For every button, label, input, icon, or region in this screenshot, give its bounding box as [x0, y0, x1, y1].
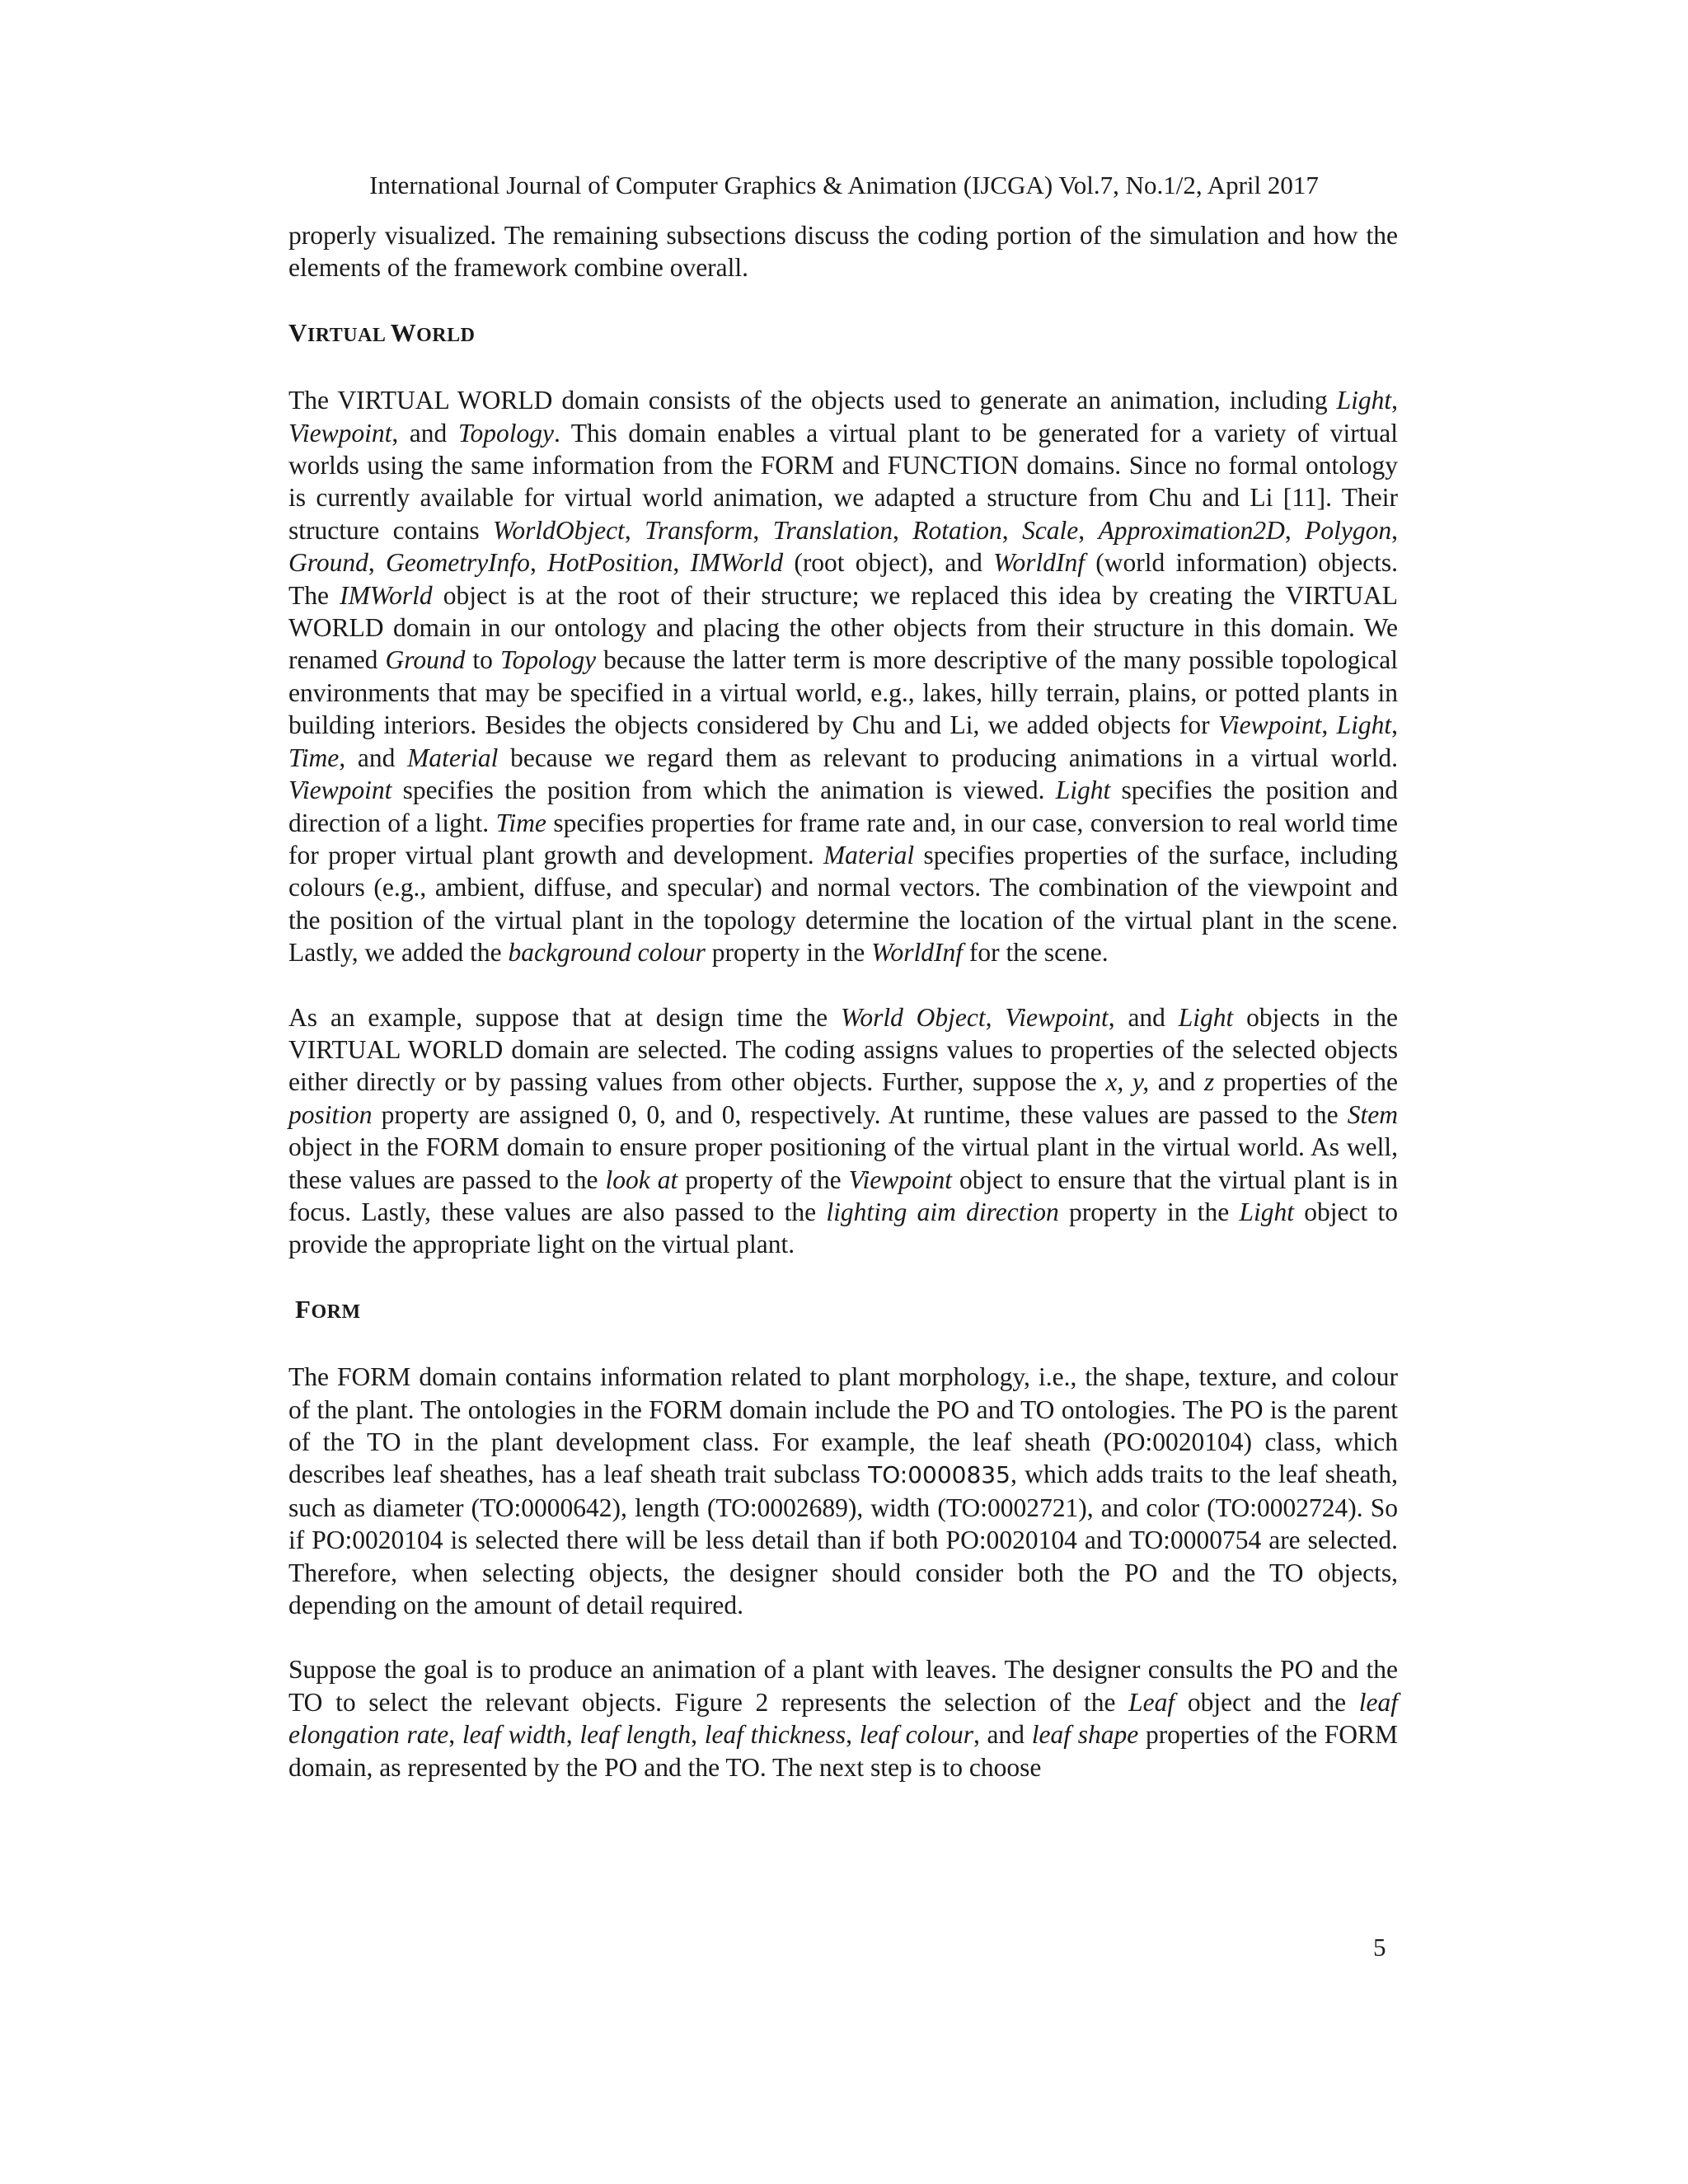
paragraph-continuation: properly visualized. The remaining subsections discuss the coding portion of the simulation and how the elements of the framework combine overall. — [288, 221, 1398, 283]
paragraph-form-example: Suppose the goal is to produce an animation of a plant with leaves. The designer consults the PO and the TO to select the relevant objects. Figure 2 represents the selection of the Leaf object and the leaf elongation rate, leaf width, leaf length, leaf thickness, leaf colour, and leaf shape properties of the FORM domain, as represented by the PO and the TO. The next step is to choose — [288, 1655, 1399, 1782]
running-head: International Journal of Computer Graphics & Animation (IJCGA) Vol.7, No.1/2, April 2017 — [369, 171, 1319, 199]
section-heading-form: FORM — [295, 1294, 361, 1324]
paragraph-virtual-world-example: As an example, suppose that at design time the World Object, Viewpoint, and Light objects in the VIRTUAL WORLD domain are selected. The coding assigns values to properties of the selected objects either directly or by passing values from other objects. Further, suppose the x, y, and z properties of the position property are assigned 0, 0, and 0, respectively. At runtime, these values are passed to the Stem object in the FORM domain to ensure proper positioning of the virtual plant in the virtual world. As well, these values are passed to the look at property of the Viewpoint object to ensure that the virtual plant is in focus. Lastly, these values are also passed to the lighting aim direction property in the Light object to provide the appropriate light on the virtual plant. — [288, 1002, 1399, 1259]
section-heading-virtual-world: VIRTUAL WORLD — [288, 317, 476, 347]
page-number: 5 — [1373, 1933, 1386, 1961]
paragraph-virtual-world-intro: The VIRTUAL WORLD domain consists of the objects used to generate an animation, including Light, Viewpoint, and Topology. This domain enables a virtual plant to be generated for a variety of virtual worlds using the same information from the FORM and FUNCTION domains. Since no formal ontology is currently available for virtual world animation, we adapted a structure from Chu and Li [11]. Their structure contains WorldObject, Transform, Translation, Rotation, Scale, Approximation2D, Polygon, Ground, GeometryInfo, HotPosition, IMWorld (root object), and WorldInf (world information) objects. The IMWorld object is at the root of their structure; we replaced this idea by creating the VIRTUAL WORLD domain in our ontology and placing the other objects from their structure in this domain. We renamed Ground to Topology because the latter term is more descriptive of the many possible topological environments that may be specified in a virtual world, e.g., lakes, hilly terrain, plains, or potted plants in building interiors. Besides the objects considered by Chu and Li, we added objects for Viewpoint, Light, Time, and Material because we regard them as relevant to producing animations in a virtual world. Viewpoint specifies the position from which the animation is viewed. Light specifies the position and direction of a light. Time specifies properties for frame rate and, in our case, conversion to real world time for proper virtual plant growth and development. Material specifies properties of the surface, including colours (e.g., ambient, diffuse, and specular) and normal vectors. The combination of the viewpoint and the position of the virtual plant in the topology determine the location of the virtual plant in the scene. Lastly, we added the background colour property in the WorldInf for the scene. — [288, 386, 1399, 968]
paragraph-form-intro: The FORM domain contains information related to plant morphology, i.e., the shape, texture, and colour of the plant. The ontologies in the FORM domain include the PO and TO ontologies. The PO is the parent of the TO in the plant development class. For example, the leaf sheath (PO:0020104) class, which describes leaf sheathes, has a leaf sheath trait subclass TO:0000835, which adds traits to the leaf sheath, such as diameter (TO:0000642), length (TO:0002689), width (TO:0002721), and color (TO:0002724). So if PO:0020104 is selected there will be less detail than if both PO:0020104 and TO:0000754 are selected. Therefore, when selecting objects, the designer should consider both the PO and the TO objects, depending on the amount of detail required. — [288, 1362, 1398, 1620]
page-body — [288, 219, 1398, 1783]
